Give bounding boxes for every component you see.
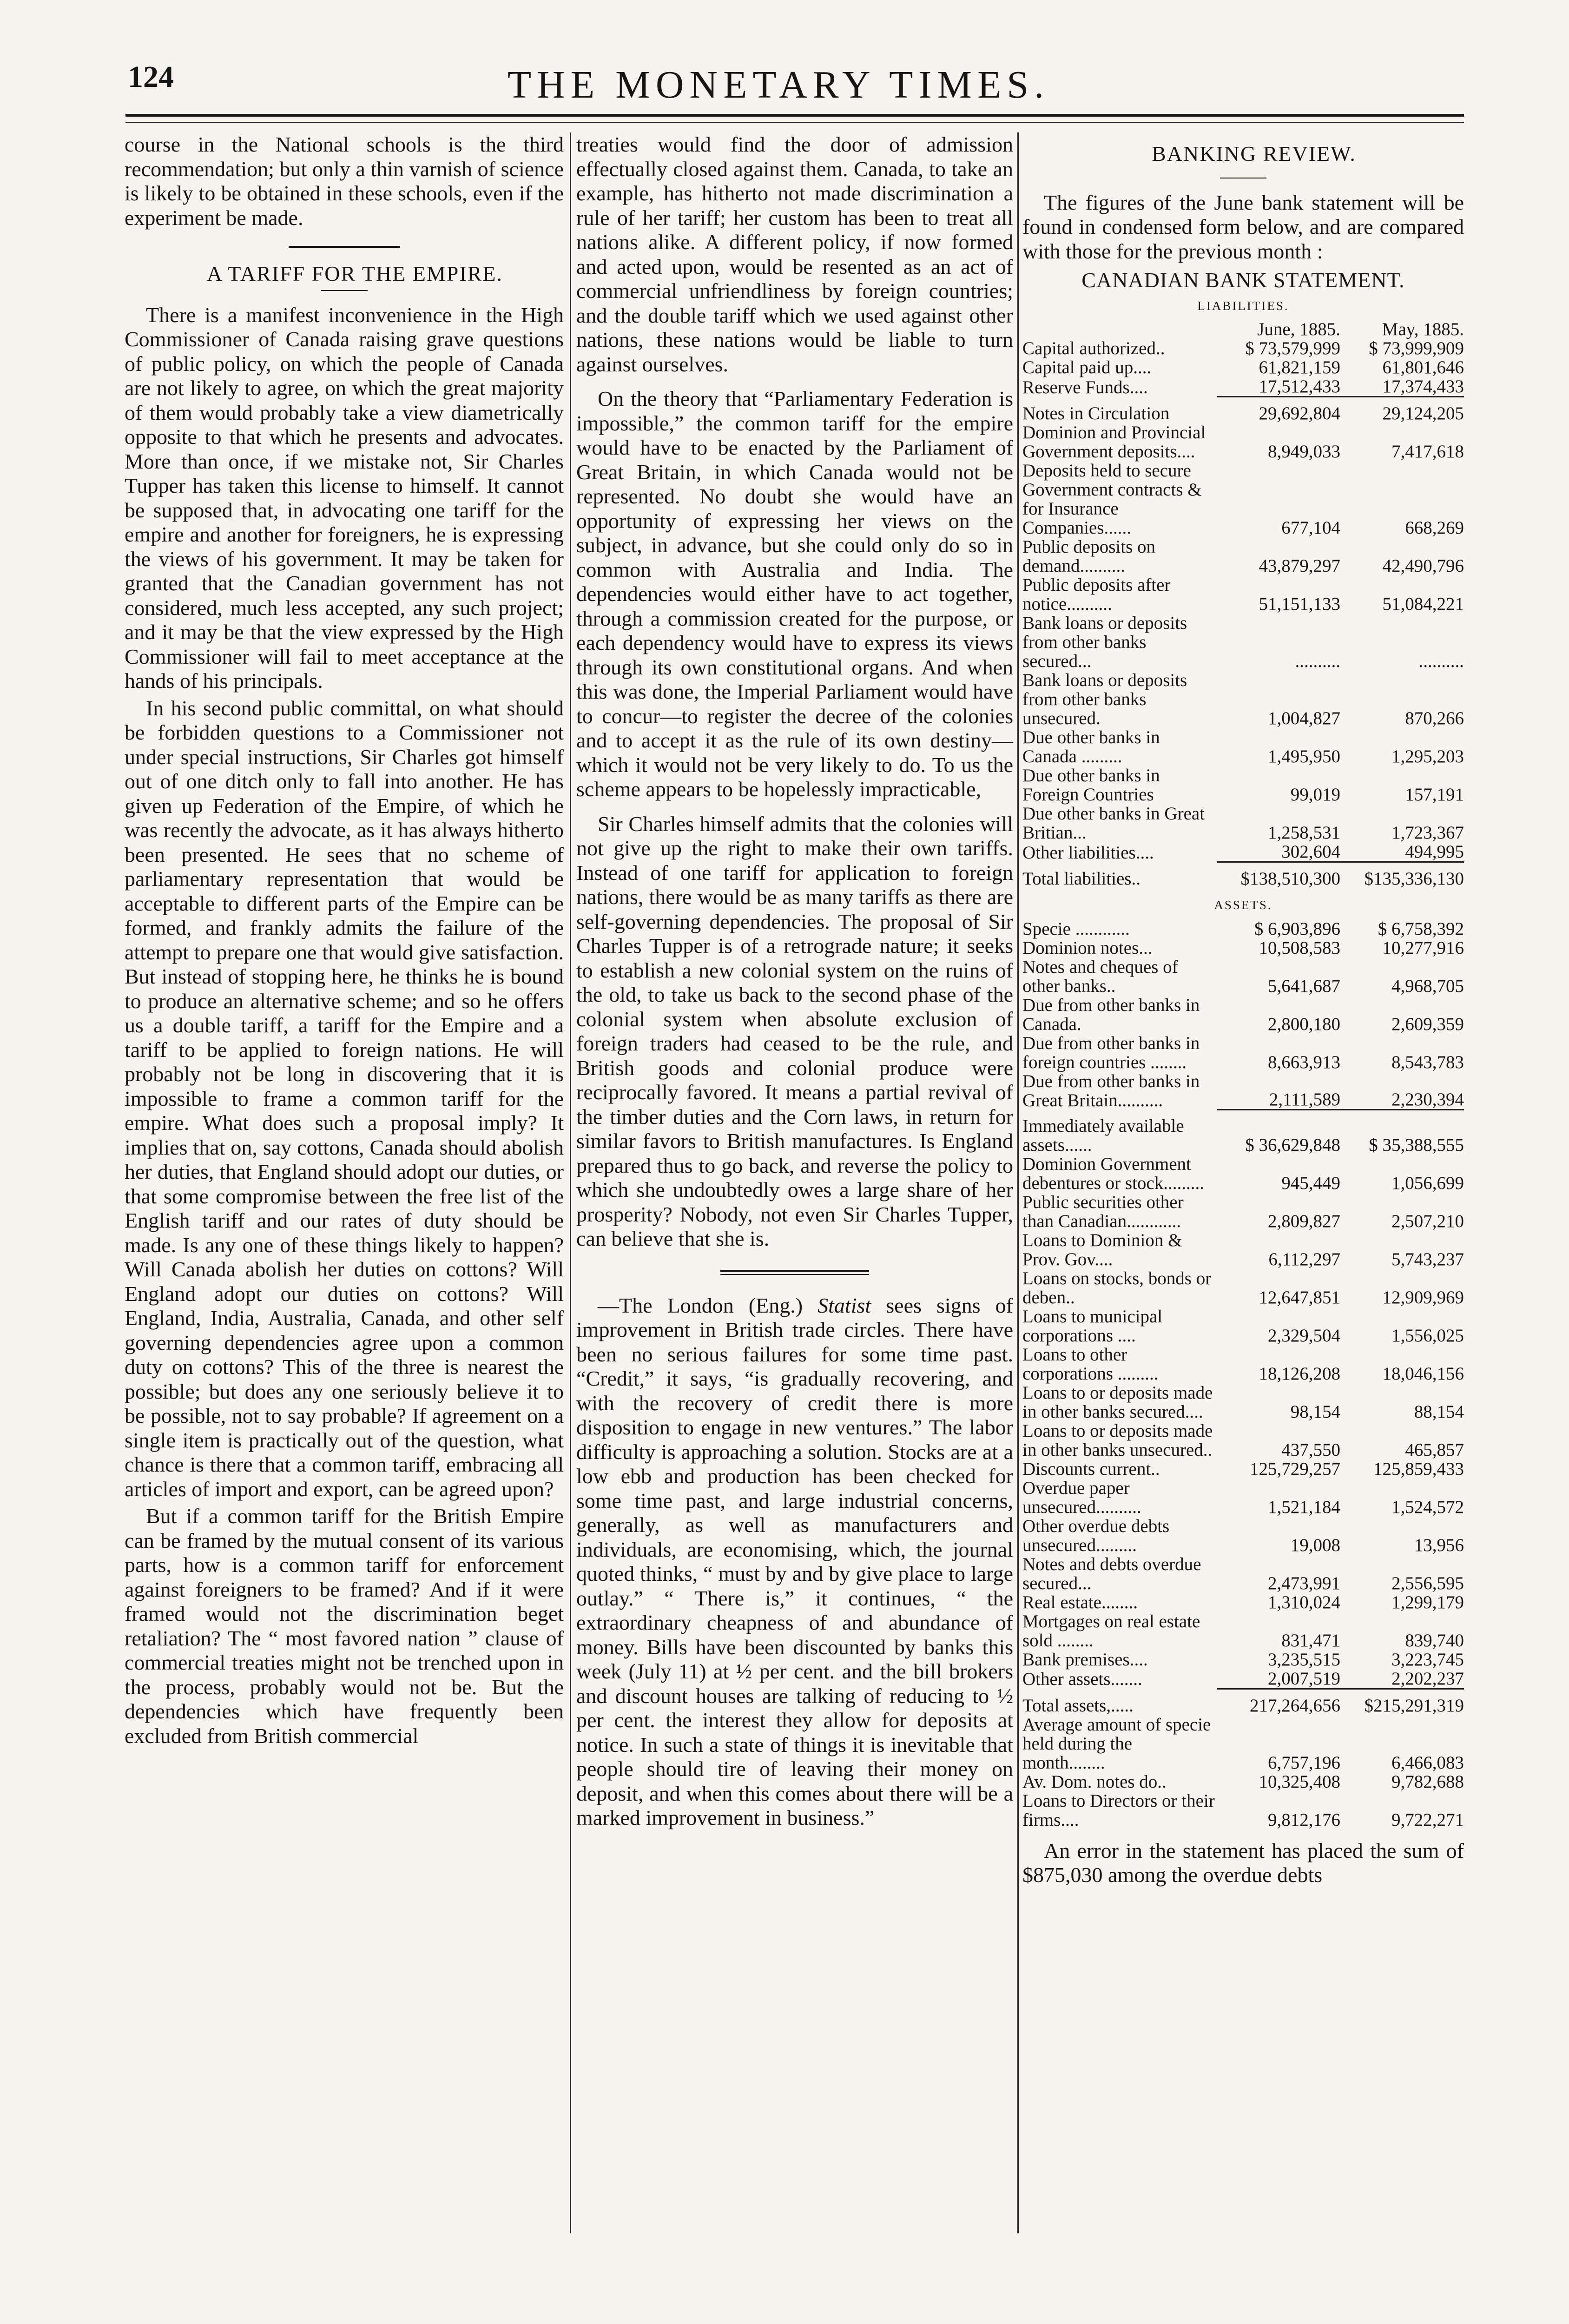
june-value: 10,508,583: [1259, 938, 1340, 958]
june-value: 2,809,827: [1268, 1211, 1340, 1231]
may-value: 42,490,796: [1382, 556, 1464, 576]
row-label: Due other banks in Great Britian...: [1022, 804, 1205, 843]
statist-paragraph: [576, 1294, 1013, 1830]
june-value: 3,235,515: [1268, 1649, 1340, 1670]
row-label: Due other banks in Foreign Countries: [1022, 766, 1160, 805]
row-label: Loans to Directors or their firms....: [1022, 1790, 1215, 1830]
june-value: 19,008: [1290, 1535, 1340, 1555]
june-value: $ 36,629,848: [1217, 1110, 1340, 1155]
column-3: [1022, 132, 1464, 1888]
row-label: Bank loans or deposits from other banks unsecured.: [1022, 670, 1187, 728]
june-value: 2,800,180: [1268, 1014, 1340, 1034]
table-row: [1022, 377, 1464, 397]
table-row: [1022, 938, 1464, 957]
june-value: 61,821,159: [1259, 357, 1340, 377]
may-value: 157,191: [1405, 785, 1464, 805]
table-row: [1022, 1555, 1464, 1593]
may-value: 9,722,271: [1391, 1809, 1464, 1830]
june-value: 17,512,433: [1259, 376, 1340, 396]
june-value: 1,521,184: [1268, 1497, 1340, 1517]
table-row: [1022, 575, 1464, 614]
row-label: Other overdue debts unsecured.........: [1022, 1516, 1170, 1555]
table-row: [1022, 1155, 1464, 1193]
table-row: [1022, 397, 1464, 423]
row-label: Loans to municipal corporations ....: [1022, 1306, 1163, 1346]
row-label: Total assets,.....: [1022, 1695, 1134, 1716]
banking-closing: An error in the statement has placed the sum of $875,030 among the overdue debts: [1022, 1838, 1464, 1887]
table-row: [1022, 766, 1464, 804]
may-value: 18,046,156: [1382, 1363, 1464, 1384]
table-row: [1022, 728, 1464, 766]
row-label: Public deposits on demand..........: [1022, 537, 1156, 576]
table-row: [1022, 1669, 1464, 1689]
row-label: Mortgages on real estate sold ........: [1022, 1611, 1200, 1651]
table-row: [1022, 804, 1464, 842]
table-row: [1022, 1072, 1464, 1110]
table-row: [1022, 671, 1464, 728]
row-label: Due from other banks in Canada.: [1022, 995, 1200, 1034]
may-value: 6,466,083: [1391, 1752, 1464, 1773]
row-label: Notes and cheques of other banks..: [1022, 957, 1178, 996]
table-row: [1022, 1383, 1464, 1421]
row-label: Capital authorized..: [1022, 338, 1165, 358]
june-value: 2,007,519: [1268, 1668, 1340, 1689]
row-label: Reserve Funds....: [1022, 377, 1148, 397]
column-header-may: May, 1885.: [1382, 319, 1464, 339]
heading-rule: [321, 290, 368, 291]
page-number: 124: [128, 60, 174, 94]
june-value: $ 73,579,999: [1245, 338, 1340, 358]
table-row: [1022, 1034, 1464, 1072]
table-row: [1022, 461, 1464, 537]
may-value: 1,295,203: [1391, 746, 1464, 766]
table-row: [1022, 957, 1464, 996]
june-value: 2,111,589: [1269, 1089, 1340, 1109]
row-label: Capital paid up....: [1022, 357, 1152, 377]
article-paragraph-continued: treaties would find the door of admission effectually closed against them. Canada, to take an example, has hitherto not made discrimination a rule of her tariff; her custom has been to treat all nations alike. A different policy, if now formed and acted upon, would be resented as an act of commercial unfriendliness by foreign countries; and the double tariff which we used against other nations, these nations would be liable to turn against ourselves.: [576, 132, 1013, 376]
row-label: Loans to or deposits made in other banks unsecured..: [1022, 1420, 1213, 1460]
row-label: Average amount of specie held during the month........: [1022, 1714, 1211, 1773]
may-value: 1,556,025: [1391, 1325, 1464, 1346]
row-label: Discounts current..: [1022, 1459, 1160, 1479]
row-label: Immediately available assets......: [1022, 1116, 1184, 1155]
assets-label: ASSETS.: [1214, 898, 1272, 912]
may-value: 10,277,916: [1382, 938, 1464, 958]
table-row: [1022, 1612, 1464, 1650]
banking-review-heading: BANKING REVIEW.: [1152, 142, 1356, 165]
table-row: [1022, 1421, 1464, 1459]
june-value: 18,126,208: [1259, 1363, 1340, 1384]
june-value: 1,310,024: [1268, 1592, 1340, 1612]
june-value: 8,949,033: [1268, 442, 1340, 462]
may-value: 870,266: [1405, 708, 1464, 728]
june-value: 10,325,408: [1259, 1771, 1340, 1792]
may-value: 839,740: [1405, 1630, 1464, 1651]
june-value: 8,663,913: [1268, 1052, 1340, 1072]
may-value: 29,124,205: [1340, 397, 1464, 423]
table-row: [1022, 1772, 1464, 1791]
table-row: [1022, 1193, 1464, 1231]
june-value: 51,151,133: [1259, 594, 1340, 614]
june-value: $138,510,300: [1217, 862, 1340, 889]
table-row: [1022, 1715, 1464, 1772]
table-row: [1022, 1231, 1464, 1269]
article-paragraph-1: There is a manifest inconvenience in the High Commissioner of Canada raising grave questions of public policy, on which the people of Canada are not likely to agree, on which the great majority of them would probably take a view diametrically opposite to that which he presents and advocates. More than once, if we mistake not, Sir Charles Tupper has taken this license to himself. It cannot be supposed that, in advocating one tariff for the empire and another for foreigners, he is expressing the views of his government. It may be taken for granted that the Canadian government has not considered, much less accepted, any such project; and it may be that the view expressed by the High Commissioner will fail to meet acceptance at the hands of his principals.: [125, 303, 564, 693]
table-row: [1022, 1650, 1464, 1669]
article-paragraph-3: But if a common tariff for the British Empire can be framed by the mutual consent of its various parts, how is a common tariff for enforcement against foreigners to be framed? And if it were framed would not the discrimination beget retaliation? The “ most favored nation ” clause of commercial treaties might not be trenched upon in the process, probably would not be. But the dependencies which have frequently been excluded from British commercial: [125, 1504, 564, 1748]
may-value: 2,609,359: [1391, 1014, 1464, 1034]
june-value: 217,264,656: [1217, 1689, 1340, 1715]
row-label: Notes in Circulation: [1022, 403, 1170, 423]
row-label: Due from other banks in Great Britain..........: [1022, 1071, 1200, 1110]
june-value: 9,812,176: [1268, 1809, 1340, 1830]
column-2: [576, 132, 1013, 1830]
row-label: Loans to other corporations .........: [1022, 1344, 1159, 1384]
may-value: 1,723,367: [1391, 823, 1464, 843]
may-value: 1,524,572: [1391, 1497, 1464, 1517]
may-value: 2,202,237: [1391, 1668, 1464, 1689]
may-value: 13,956: [1414, 1535, 1464, 1555]
row-label: Due from other banks in foreign countries ........: [1022, 1033, 1200, 1072]
row-label: Specie ............: [1022, 918, 1130, 939]
article-heading: A TARIFF FOR THE EMPIRE.: [207, 262, 503, 285]
table-row: [1022, 919, 1464, 938]
may-value: 8,543,783: [1391, 1052, 1464, 1072]
row-label: Other liabilities....: [1022, 842, 1154, 863]
may-value: $ 35,388,555: [1340, 1110, 1464, 1155]
may-value: $215,291,319: [1340, 1689, 1464, 1715]
table-row: [1022, 1593, 1464, 1612]
table-row: [1022, 339, 1464, 358]
may-value: 12,909,969: [1382, 1287, 1464, 1307]
table-row: [1022, 614, 1464, 671]
table-row: [1022, 1479, 1464, 1517]
table-row: [1022, 537, 1464, 575]
table-row: [1022, 1345, 1464, 1383]
june-value: 29,692,804: [1217, 397, 1340, 423]
june-value: 99,019: [1290, 785, 1340, 805]
may-value: 88,154: [1414, 1401, 1464, 1422]
table-row: [1022, 358, 1464, 377]
june-value: 437,550: [1281, 1439, 1340, 1460]
row-label: Deposits held to secure Government contracts & for Insurance Companies......: [1022, 461, 1202, 538]
table-row: [1022, 1689, 1464, 1715]
table-row: [1022, 862, 1464, 889]
may-value: 465,857: [1405, 1439, 1464, 1460]
june-value: 1,495,950: [1268, 746, 1340, 766]
may-value: 3,223,745: [1391, 1649, 1464, 1670]
may-value: 4,968,705: [1391, 976, 1464, 996]
june-value: 2,329,504: [1268, 1325, 1340, 1346]
june-value: 125,729,257: [1250, 1459, 1340, 1479]
masthead-rule-thin: [125, 122, 1464, 123]
section-divider: [289, 246, 400, 248]
statist-body: sees signs of improvement in British trade circles. There have been no serious failures for some time past. “Credit,” it says, “is gradually recovering, and with the recovery of credit there is more disposition to engage in new ventures.” The labor difficulty is approaching a solution. Stocks are at a low ebb and production has been checked for some time past, and large industrial concerns, generally, as well as manufacturers and individuals, are economising, which, the journal quoted thinks, “ must by and by give place to large outlay.” “ There is,” it continues, “ the extraordinary cheapness of and abundance of money. Bills have been discounted by banks this week (July 11) at ½ per cent. and the bill brokers and discount houses are talking of reducing to ½ per cent. the interest they allow for deposits at notice. In such a state of things it is inevitable that people should tire of leaving their money on deposit, and when this comes about there will be a marked improvement in business.”: [576, 1293, 1013, 1829]
june-value: $ 6,903,896: [1254, 918, 1340, 939]
june-value: 302,604: [1281, 842, 1340, 862]
may-value: 1,299,179: [1391, 1592, 1464, 1612]
june-value: 831,471: [1281, 1630, 1340, 1651]
june-value: ..........: [1295, 651, 1340, 671]
table-row: [1022, 1307, 1464, 1345]
row-label: Total liabilities..: [1022, 869, 1140, 889]
row-label: Public deposits after notice..........: [1022, 575, 1171, 614]
may-value: 61,801,646: [1382, 357, 1464, 377]
may-value: 9,782,688: [1391, 1771, 1464, 1792]
may-value: 17,374,433: [1382, 376, 1464, 396]
column-header-june: June, 1885.: [1257, 319, 1340, 339]
column-1: [125, 132, 564, 1748]
row-label: Public securities other than Canadian............: [1022, 1192, 1184, 1231]
may-value: $ 6,758,392: [1378, 918, 1464, 939]
june-value: 5,641,687: [1268, 976, 1340, 996]
intro-paragraph: course in the National schools is the third recommendation; but only a thin varnish of science is likely to be obtained in these schools, even if the experiment be made.: [125, 132, 564, 230]
bank-statement-title: CANADIAN BANK STATEMENT.: [1081, 268, 1405, 292]
bank-statement-table: [1022, 320, 1464, 888]
june-value: 1,004,827: [1268, 708, 1340, 728]
may-value: 494,995: [1405, 842, 1464, 862]
column-rule-left: [570, 132, 571, 2233]
table-row: [1022, 996, 1464, 1034]
may-value: 125,859,433: [1373, 1459, 1464, 1479]
masthead-rule: [125, 114, 1464, 117]
table-row: [1022, 1269, 1464, 1307]
table-row: [1022, 842, 1464, 862]
june-value: 43,879,297: [1259, 556, 1340, 576]
banking-intro: The figures of the June bank statement will be found in condensed form below, and are compared with those for the previous month :: [1022, 190, 1464, 263]
table-header-row: [1022, 320, 1464, 339]
row-label: Notes and debts overdue secured...: [1022, 1554, 1201, 1593]
bank-assets-table: [1022, 919, 1464, 1829]
row-label: Real estate........: [1022, 1592, 1138, 1612]
june-value: 1,258,531: [1268, 823, 1340, 843]
row-label: Bank loans or deposits from other banks secured...: [1022, 613, 1187, 671]
row-label: Loans to Dominion & Prov. Gov....: [1022, 1230, 1182, 1269]
table-row: [1022, 1110, 1464, 1155]
liabilities-label: LIABILITIES.: [1197, 298, 1289, 313]
article-paragraph-federation: On the theory that “Parliamentary Federation is impossible,” the common tariff for the empire would have to be enacted by the Parliament of Great Britain, in which Canada would not be represented. No doubt she would have an opportunity of expressing her views on the subject, in advance, but she could only do so in common with Australia and India. The dependencies would either have to act together, through a commission created for the purpose, or each dependency would have to express its views through its own constitutional organs. And when this was done, the Imperial Parliament would have to concur—to register the decree of the colonies and to accept it as the rule of its own destiny—which it would not be very likely to do. To us the scheme appears to be hopelessly impracticable,: [576, 387, 1013, 801]
may-value: $ 73,999,909: [1369, 338, 1464, 358]
row-label: Loans to or deposits made in other banks secured....: [1022, 1382, 1213, 1422]
article-paragraph-2: In his second public committal, on what should be forbidden questions to a Commissioner not under special instructions, Sir Charles got himself out of one ditch only to fall into another. He has given up Federation of the Empire, of which he was recently the advocate, as it has always hitherto been presented. He sees that no scheme of parliamentary representation that would be acceptable to different parts of the Empire can be formed, and frankly admits the failure of the attempt to prepare one that would give satisfaction. But instead of stopping here, he thinks he is bound to produce an alternative scheme; and so he offers us a double tariff, a tariff for the Empire and a tariff to be applied to foreign nations. He will probably not be long in discovering that it is impossible to frame a common tariff for the empire. What does such a proposal imply? It implies that on, say cottons, Canada should abolish her duties, that England should adopt our duties, or that some compromise between the free list of the English tariff and our rates of duty should be made. Is any one of these things likely to happen? Will Canada abolish her duties on cottons? Will England adopt our duties on cottons? Will England, India, Australia, Canada, and other self governing dependencies agree upon a common duty on cottons? This of the three is nearest the possible; but does any one seriously believe it to be possible, not to say probable? If agreement on a single item is practically out of the question, what chance is there that a common tariff, embracing all articles of import and export, can be agreed upon?: [125, 696, 564, 1501]
may-value: ..........: [1418, 651, 1464, 671]
june-value: 98,154: [1290, 1401, 1340, 1422]
may-value: 2,556,595: [1391, 1573, 1464, 1593]
row-label: Bank premises....: [1022, 1649, 1148, 1670]
june-value: 2,473,991: [1268, 1573, 1340, 1593]
table-row: [1022, 1791, 1464, 1829]
may-value: 1,056,699: [1391, 1173, 1464, 1193]
row-label: Dominion and Provincial Government deposits....: [1022, 423, 1206, 462]
row-label: Due other banks in Canada .........: [1022, 727, 1160, 766]
table-row: [1022, 423, 1464, 461]
article-paragraph-tariffs: Sir Charles himself admits that the colonies will not give up the right to make their own tariffs. Instead of one tariff for application to foreign nations, there would be as many tariffs as there are self-governing dependencies. The proposal of Sir Charles Tupper is of a retrograde nature; it seeks to establish a new colonial system on the ruins of the old, to take us back to the second phase of the colonial system when absolute exclusion of foreign traders had ceased to be the rule, and British goods and colonial produce were reciprocally favored. It means a partial revival of the timber duties and the Corn laws, in return for similar favors to British manufactures. Is England prepared thus to go back, and reverse the policy to which she undoubtedly owes a large share of her prosperity? Nobody, not even Sir Charles Tupper, can believe that she is.: [576, 812, 1013, 1250]
may-value: 2,230,394: [1391, 1089, 1464, 1109]
statist-lead: —The London (Eng.): [598, 1293, 818, 1317]
june-value: 6,757,196: [1268, 1752, 1340, 1773]
table-row: [1022, 1517, 1464, 1555]
table-row: [1022, 1459, 1464, 1479]
row-label: Other assets.......: [1022, 1669, 1142, 1689]
may-value: 7,417,618: [1391, 442, 1464, 462]
may-value: 51,084,221: [1382, 594, 1464, 614]
june-value: 677,104: [1281, 518, 1340, 538]
may-value: 668,269: [1405, 518, 1464, 538]
row-label: Overdue paper unsecured..........: [1022, 1478, 1141, 1517]
june-value: 6,112,297: [1268, 1249, 1340, 1269]
may-value: $135,336,130: [1340, 862, 1464, 889]
section-divider-double: [720, 1270, 869, 1275]
june-value: 12,647,851: [1259, 1287, 1340, 1307]
june-value: 945,449: [1281, 1173, 1340, 1193]
statist-name: Statist: [817, 1293, 871, 1317]
row-label: Dominion Government debentures or stock.........: [1022, 1154, 1204, 1193]
may-value: 2,507,210: [1391, 1211, 1464, 1231]
row-label: Av. Dom. notes do..: [1022, 1771, 1167, 1792]
row-label: Dominion notes...: [1022, 938, 1153, 958]
row-label: Loans on stocks, bonds or deben..: [1022, 1268, 1212, 1307]
masthead-title: THE MONETARY TIMES.: [507, 63, 1050, 106]
may-value: 5,743,237: [1391, 1249, 1464, 1269]
column-rule-right: [1017, 132, 1019, 2233]
